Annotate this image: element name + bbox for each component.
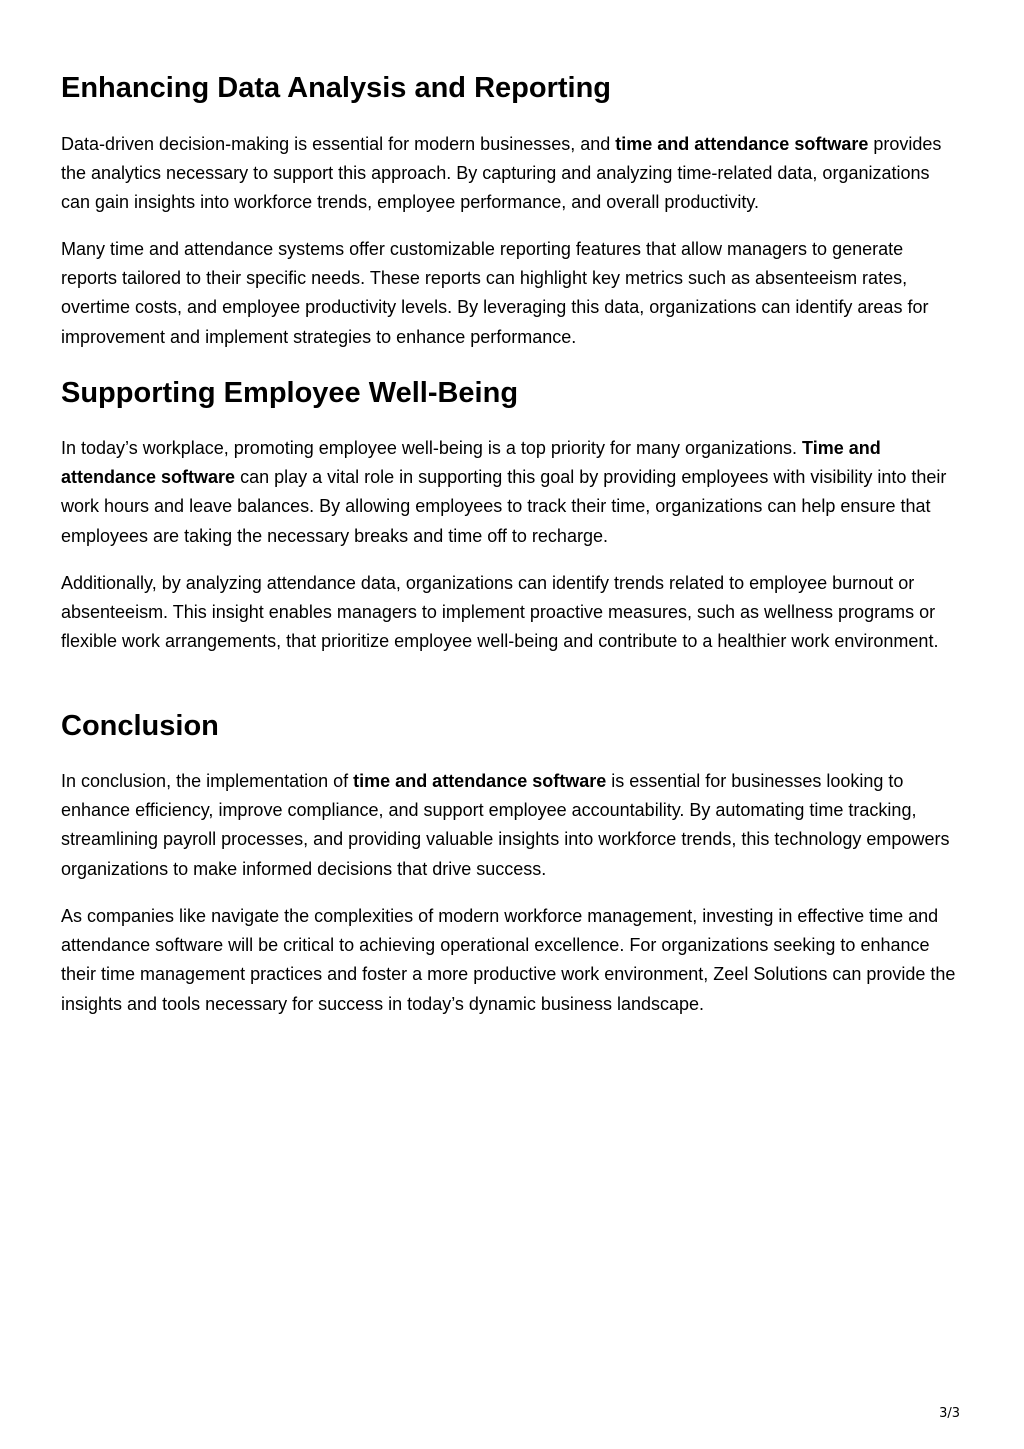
bold-keyword: time and attendance software [615,134,869,154]
section-heading-well-being: Supporting Employee Well-Being [61,377,519,409]
paragraph-text: In conclusion, the implementation of [61,771,354,791]
page-number: 3/3 [939,1406,960,1421]
bold-keyword: time and attendance software [353,771,607,791]
paragraph-text: can play a vital role in supporting this goal by providing employees with visibility into their work hours and leave balances. By allowing employees to track their time, organizations can help ensure that employees are taking the necessary breaks and time off to recharge. [61,467,947,546]
paragraph-text: Data-driven decision-making is essential for modern businesses, and [61,134,616,154]
paragraph-text: is essential for businesses looking to enhance efficiency, improve compliance, and support employee accountability. By automating time tracking, streamlining payroll processes, and providing valuable insights into workforce trends, this technology empowers organizations to make informed decisions that drive success. [61,771,950,879]
paragraph: Many time and attendance systems offer customizable reporting features that allow managers to generate reports tailored to their specific needs. These reports can highlight key metrics such as absenteeism rates, overtime costs, and employee productivity levels. By leveraging this data, organizations can identify areas for improvement and implement strategies to enhance performance. [61,239,929,347]
paragraph-text: provides the analytics necessary to support this approach. By capturing and analyzing time-related data, organizations can gain insights into workforce trends, employee performance, and overall productivity. [61,134,942,213]
section-heading-data-analysis: Enhancing Data Analysis and Reporting [61,72,612,104]
paragraph [61,434,961,551]
paragraph [61,767,961,884]
paragraph: As companies like navigate the complexities of modern workforce management, investing in effective time and attendance software will be critical to achieving operational excellence. For organizations seeking to enhance their time management practices and foster a more productive work environment, Zeel Solutions can provide the insights and tools necessary for success in today’s dynamic business landscape. [61,906,956,1014]
paragraph [61,130,961,218]
paragraph-text: In today’s workplace, promoting employee well-being is a top priority for many organizations. [61,438,803,458]
paragraph: Additionally, by analyzing attendance data, organizations can identify trends related to employee burnout or absenteeism. This insight enables managers to implement proactive measures, such as wellness programs or flexible work arrangements, that prioritize employee well-being and contribute to a healthier work environment. [61,573,939,652]
bold-keyword: Time and attendance software [61,438,881,488]
section-heading-conclusion: Conclusion [61,710,219,742]
